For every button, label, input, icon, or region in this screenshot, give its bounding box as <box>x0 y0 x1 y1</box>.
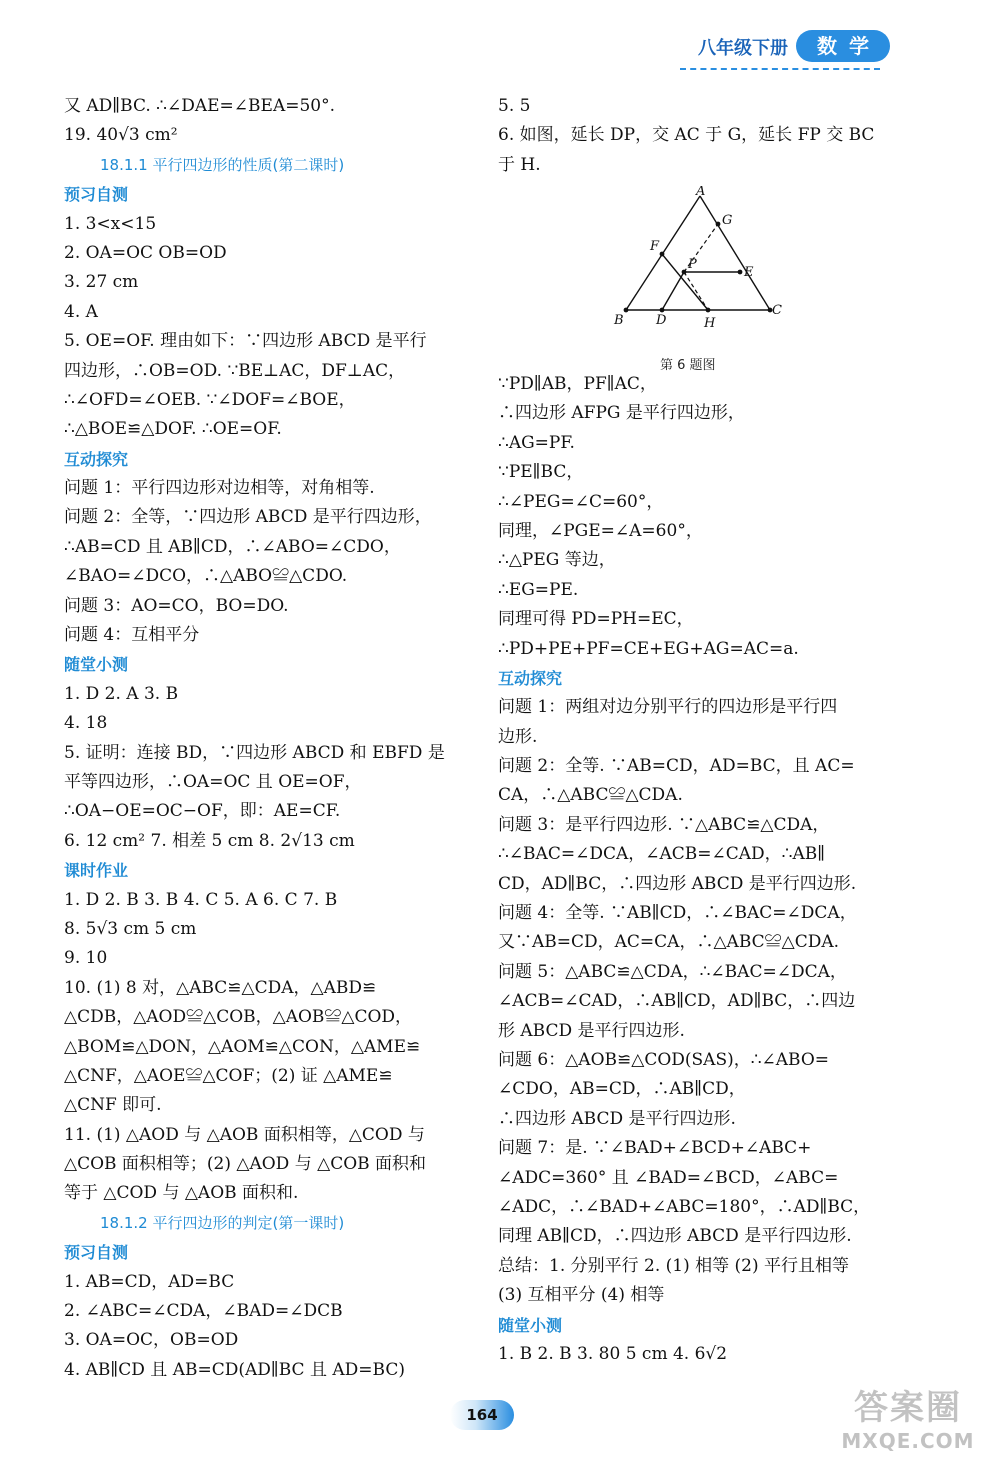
answer-line: 3. OA=OC，OB=OD <box>64 1330 239 1351</box>
answer-line: 同理可得 PD=PH=EC， <box>498 609 694 630</box>
answer-line: ∴∠PEG=∠C=60°， <box>498 491 664 512</box>
answer-line: 6. 12 cm² 7. 相差 5 cm 8. 2√13 cm <box>64 830 355 851</box>
answer-line: 6. 如图，延长 DP，交 AC 于 G，延长 FP 交 BC <box>498 125 875 146</box>
answer-line: 平等四边形，∴OA=OC 且 OE=OF， <box>64 771 362 792</box>
answer-line: ∠ADC=360° 且 ∠BAD=∠BCD，∠ABC= <box>498 1167 839 1188</box>
answer-line: 1. B 2. B 3. 80 5 cm 4. 6√2 <box>498 1343 728 1364</box>
left-column <box>64 92 462 1385</box>
answer-line: ∴四边形 ABCD 是平行四边形. <box>498 1108 736 1129</box>
answer-line: 问题 1：平行四边形对边相等，对角相等. <box>64 478 375 499</box>
answer-line: CA，∴△ABC≌△CDA. <box>498 785 683 806</box>
page-header <box>590 28 890 68</box>
answer-line: 问题 5：△ABC≌△CDA，∴∠BAC=∠DCA， <box>498 961 847 982</box>
answer-line: 4. A <box>64 301 98 322</box>
section-heading: 随堂小测 <box>498 1315 563 1335</box>
triangle-figure <box>612 186 792 336</box>
answer-line: ∴OA−OE=OC−OF，即：AE=CF. <box>64 801 341 822</box>
answer-line: ∵PE∥BC， <box>498 462 584 483</box>
answer-line: △COB 面积相等；(2) △AOD 与 △COB 面积和 <box>64 1154 427 1175</box>
answer-line: ∴∠OFD=∠OEB. ∵∠DOF=∠BOE， <box>64 389 356 410</box>
answer-line: CD，AD∥BC，∴四边形 ABCD 是平行四边形. <box>498 873 857 894</box>
answer-line: ∴EG=PE. <box>498 579 579 600</box>
answer-line: △CDB，△AOD≌△COB，△AOB≌△COD， <box>64 1007 413 1028</box>
answer-line: 1. D 2. A 3. B <box>64 683 179 704</box>
answer-line: 8. 5√3 cm 5 cm <box>64 918 197 939</box>
right-column-top <box>498 92 900 180</box>
answer-line: ∴PD+PE+PF=CE+EG+AG=AC=a. <box>498 638 799 659</box>
answer-line: 问题 7：是. ∵∠BAD+∠BCD+∠ABC+ <box>498 1138 812 1159</box>
answer-line: 10. (1) 8 对，△ABC≌△CDA，△ABD≌ <box>64 977 377 998</box>
label-f: F <box>650 239 660 254</box>
figure-caption: 第 6 题图 <box>660 358 716 373</box>
answer-line: 问题 1：两组对边分别平行的四边形是平行四 <box>498 697 838 718</box>
section-heading: 预习自测 <box>64 1243 129 1263</box>
answer-line: 总结：1. 分别平行 2. (1) 相等 (2) 平行且相等 <box>498 1255 850 1276</box>
answer-line: 问题 6：△AOB≌△COD(SAS)，∴∠ABO= <box>498 1049 830 1070</box>
answer-line: 形 ABCD 是平行四边形. <box>498 1020 685 1041</box>
answer-line: 四边形，∴OB=OD. ∵BE⊥AC，DF⊥AC， <box>64 360 406 381</box>
answer-line: ∠CDO，AB=CD，∴AB∥CD， <box>498 1079 746 1100</box>
header-grade: 八年级下册 <box>698 38 788 59</box>
label-a: A <box>696 186 706 199</box>
answer-line: ∴△PEG 等边， <box>498 550 616 571</box>
answer-line: 问题 2：全等，∵四边形 ABCD 是平行四边形， <box>64 507 432 528</box>
answer-line: ∠ACB=∠CAD，∴AB∥CD，AD∥BC，∴四边 <box>498 991 856 1012</box>
label-h: H <box>704 316 716 331</box>
answer-line: 同理 AB∥CD，∴四边形 ABCD 是平行四边形. <box>498 1226 852 1247</box>
answer-line: △BOM≌△DON，△AOM≌△CON，△AME≌ <box>64 1036 421 1057</box>
label-e: E <box>744 265 754 280</box>
right-column <box>498 370 900 1369</box>
segment-ph-dashed <box>684 272 708 310</box>
answer-line: 问题 3：AO=CO，BO=DO. <box>64 595 289 616</box>
section-heading: 课时作业 <box>64 861 129 881</box>
label-b: B <box>614 313 624 328</box>
answer-line: ∵PD∥AB，PF∥AC， <box>498 374 657 394</box>
answer-line: 2. ∠ABC=∠CDA，∠BAD=∠DCB <box>64 1301 343 1322</box>
answer-line: 问题 4：全等. ∵AB∥CD，∴∠BAC=∠DCA， <box>498 903 857 924</box>
answer-line: 等于 △COD 与 △AOB 面积和. <box>64 1183 299 1204</box>
label-d: D <box>656 313 667 328</box>
section-heading: 互动探究 <box>498 668 563 688</box>
label-g: G <box>722 213 733 228</box>
answer-line: ∴AG=PF. <box>498 432 575 453</box>
section-heading: 互动探究 <box>64 449 129 469</box>
answer-line: 3. 27 cm <box>64 272 139 293</box>
header-divider <box>680 68 880 70</box>
answer-line: △CNF 即可. <box>64 1095 162 1116</box>
answer-line: 2. OA=OC OB=OD <box>64 242 227 263</box>
segment-fp-h <box>662 254 708 310</box>
answer-line: 5. OE=OF. 理由如下：∵四边形 ABCD 是平行 <box>64 331 427 352</box>
answer-line: 问题 2：全等. ∵AB=CD，AD=BC，且 AC= <box>498 756 855 777</box>
page-number: 164 <box>450 1400 514 1430</box>
answer-line: 1. AB=CD，AD=BC <box>64 1271 235 1292</box>
watermark-logo <box>828 1388 988 1462</box>
answer-line: ∴∠BAC=∠DCA，∠ACB=∠CAD，∴AB∥ <box>498 844 826 865</box>
answer-line: 同理，∠PGE=∠A=60°， <box>498 520 703 541</box>
section-heading: 预习自测 <box>64 185 129 205</box>
answer-line: 5. 证明：连接 BD，∵四边形 ABCD 和 EBFD 是 <box>64 742 445 763</box>
answer-line: 又∵AB=CD，AC=CA，∴△ABC≌△CDA. <box>498 932 840 953</box>
answer-line: △CNF，△AOE≌△COF；(2) 证 △AME≌ <box>64 1065 393 1086</box>
edge-ac <box>700 196 770 310</box>
answer-line: 9. 10 <box>64 948 108 969</box>
answer-line: 1. 3<x<15 <box>64 213 157 234</box>
answer-line: ∠ADC，∴∠BAD+∠ABC=180°，∴AD∥BC， <box>498 1196 871 1217</box>
answer-line: 问题 3：是平行四边形. ∵△ABC≌△CDA， <box>498 814 830 835</box>
watermark-bottom: MXQE.COM <box>841 1429 975 1453</box>
answer-line: 4. AB∥CD 且 AB=CD(AD∥BC 且 AD=BC) <box>64 1359 405 1380</box>
header-subject-badge: 数学 <box>796 30 890 62</box>
answer-line: ∴AB=CD 且 AB∥CD，∴∠ABO=∠CDO， <box>64 536 401 557</box>
answer-line: ∠BAO=∠DCO，∴△ABO≌△CDO. <box>64 566 348 587</box>
answer-line: 又 AD∥BC. ∴∠DAE=∠BEA=50°. <box>64 96 336 116</box>
segment-dp <box>662 272 684 310</box>
answer-line: 问题 4：互相平分 <box>64 625 200 646</box>
answer-line: 边形. <box>498 726 538 747</box>
lesson-heading: 18.1.2 平行四边形的判定(第一课时) <box>100 1213 345 1232</box>
answer-line: 4. 18 <box>64 713 108 734</box>
lesson-heading: 18.1.1 平行四边形的性质(第二课时) <box>100 155 345 174</box>
answer-line: 5. 5 <box>498 96 531 116</box>
watermark-top: 答案圈 <box>854 1388 962 1428</box>
section-heading: 随堂小测 <box>64 655 129 675</box>
answer-line: 19. 40√3 cm² <box>64 125 178 146</box>
answer-line: ∴四边形 AFPG 是平行四边形， <box>498 403 745 424</box>
label-c: C <box>772 303 782 318</box>
answer-line: 于 H. <box>498 154 541 175</box>
answer-line: (3) 互相平分 (4) 相等 <box>498 1285 665 1306</box>
answer-line: 1. D 2. B 3. B 4. C 5. A 6. C 7. B <box>64 889 338 910</box>
label-p: P <box>688 257 697 272</box>
answer-line: ∴△BOE≌△DOF. ∴OE=OF. <box>64 419 282 440</box>
answer-line: 11. (1) △AOD 与 △AOB 面积相等，△COD 与 <box>64 1124 425 1145</box>
